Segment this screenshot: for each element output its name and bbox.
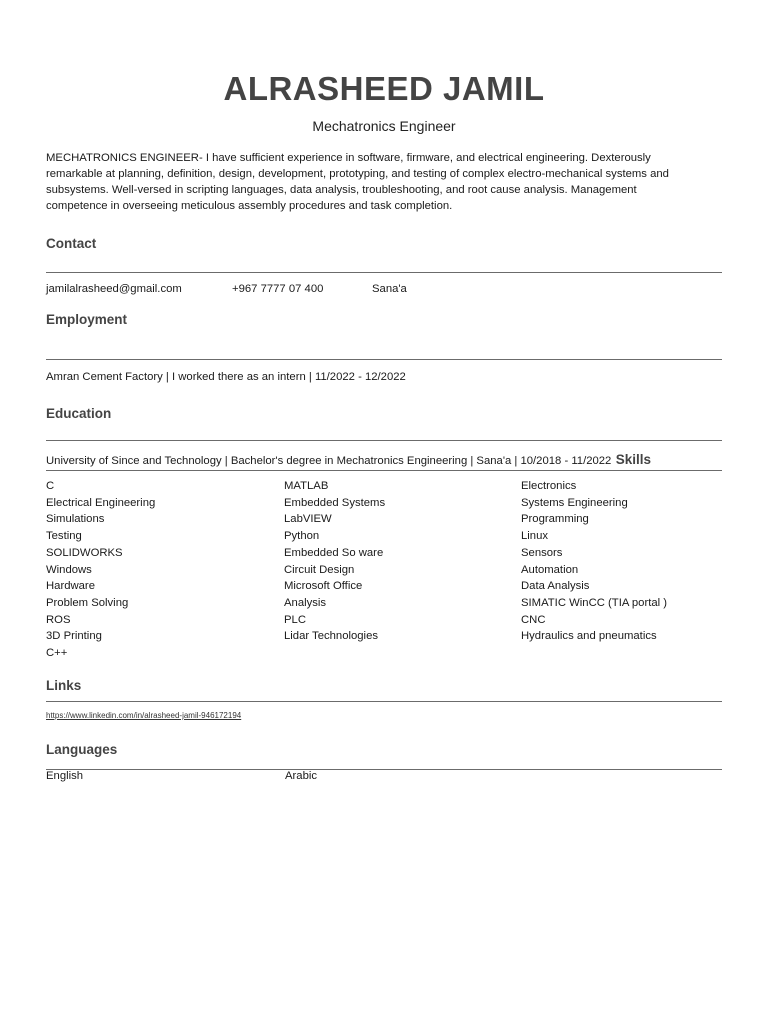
employment-heading: Employment [46, 312, 128, 327]
skill-item: Hardware [46, 580, 95, 593]
skill-item: Analysis [284, 596, 327, 609]
employment-entry: Amran Cement Factory | I worked there as an intern | 11/2022 - 12/2022 [46, 371, 406, 383]
skill-item: Electrical Engineering [46, 496, 156, 509]
education-entry: University of Since and Technology | Bachelor's degree in Mechatronics Engineering | Sana'a | 10/2018 - 11/2022 [46, 455, 612, 467]
candidate-name: ALRASHEED JAMIL [223, 70, 545, 107]
education-heading: Education [46, 406, 112, 421]
links-heading: Links [46, 678, 82, 693]
skill-item: Data Analysis [521, 580, 590, 593]
skill-item: CNC [521, 613, 546, 626]
linkedin-link[interactable]: https://www.linkedin.com/in/alrasheed-jamil-946172194 [46, 711, 242, 720]
languages-heading: Languages [46, 742, 118, 757]
skill-item: PLC [284, 613, 306, 626]
contact-location: Sana'a [372, 283, 407, 295]
contact-phone[interactable]: +967 7777 07 400 [232, 283, 324, 295]
skill-item: SIMATIC WinCC (TIA portal ) [521, 596, 668, 609]
contact-heading: Contact [46, 236, 97, 251]
contact-divider [46, 272, 722, 273]
skill-item: Circuit Design [284, 563, 355, 576]
language-item: English [46, 770, 84, 782]
job-title: Mechatronics Engineer [312, 118, 456, 134]
skill-item: Simulations [46, 513, 105, 526]
education-row [46, 451, 651, 469]
skill-item: Lidar Technologies [284, 630, 378, 643]
skills-column-2 [284, 478, 514, 645]
skills-heading: Skills [615, 452, 652, 467]
employment-divider [46, 359, 722, 360]
skill-item: Linux [521, 530, 549, 543]
skill-item: MATLAB [284, 480, 329, 492]
skills-column-1 [46, 478, 276, 662]
skill-item: 3D Printing [46, 630, 102, 643]
skill-item: Problem Solving [46, 596, 129, 609]
skill-item: SOLIDWORKS [46, 546, 123, 559]
languages-divider [46, 769, 722, 770]
skill-item: Testing [46, 530, 82, 543]
skill-item: ROS [46, 613, 71, 626]
skill-item: LabVIEW [284, 513, 332, 526]
skill-item: Hydraulics and pneumatics [521, 630, 657, 643]
skill-item: Automation [521, 563, 579, 576]
skill-item: Programming [521, 513, 589, 526]
skill-item: Python [284, 530, 320, 543]
skill-item: C [46, 480, 55, 492]
skill-item: Embedded Systems [284, 496, 386, 509]
skill-item: Microsoft Office [284, 580, 363, 593]
education-divider [46, 440, 722, 441]
skill-item: Systems Engineering [521, 496, 628, 509]
skill-item: Electronics [521, 480, 577, 492]
skills-divider [46, 470, 722, 471]
skills-column-3 [521, 478, 751, 645]
contact-email[interactable]: jamilalrasheed@gmail.com [46, 283, 182, 295]
links-divider [46, 701, 722, 702]
summary-paragraph: MECHATRONICS ENGINEER- I have sufficient experience in software, firmware, and electrical engineering. Dexterously remarkable at planning, definition, design, development, prototyping, and testing of complex electro-mechanical systems and subsystems. Well-versed in scripting languages, data analysis, troubleshooting, and root cause analysis. Management competence in overseeing meticulous assembly procedures and task completion. [46, 152, 669, 212]
skill-item: Sensors [521, 546, 563, 559]
skill-item: C++ [46, 647, 68, 660]
skill-item: Windows [46, 563, 92, 576]
language-item: Arabic [285, 770, 318, 782]
skill-item: Embedded So ware [284, 546, 384, 559]
